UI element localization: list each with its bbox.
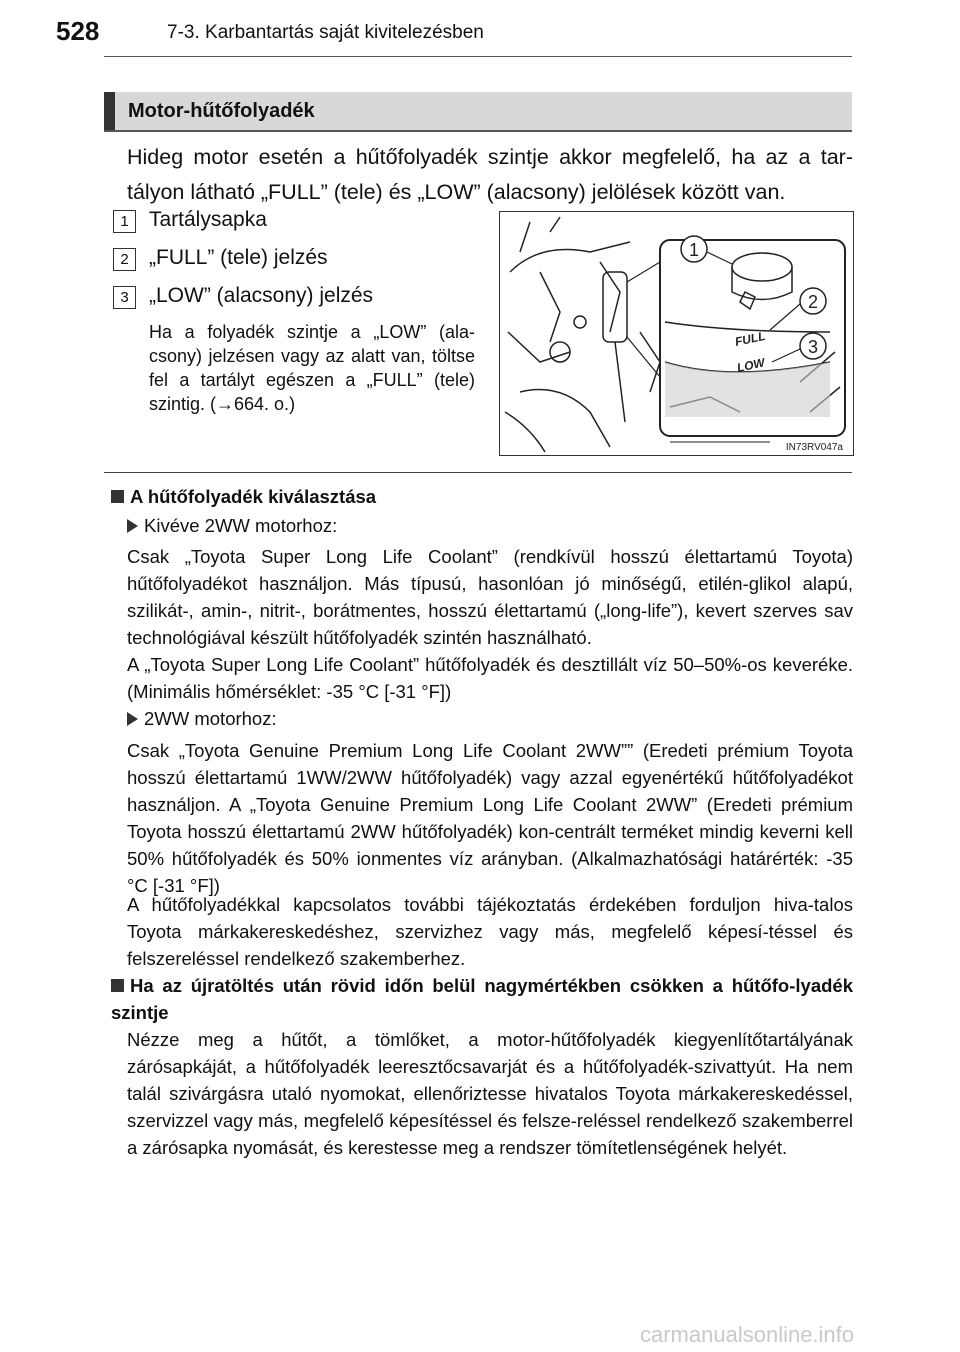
- coolant-paragraph-1: Csak „Toyota Super Long Life Coolant” (rendkívül hosszú élettartamú Toyota) hűtőfolyadékot használjon. Más típusú, hasonlóan jó minőségű, etilén-glikol alapú, szilikát-, amin-, nitrit-, borátmentes, hosszú élettartamú („long-life”), kevert szerves sav technológiával készült hűtőfolyadék szintén használható.: [127, 546, 853, 648]
- figure-code: IN73RV047a: [785, 442, 843, 453]
- watermark: carmanualsonline.info: [640, 1322, 855, 1347]
- section-title: Motor-hűtőfolyadék: [128, 100, 315, 122]
- note-paragraph: Ha a folyadék szintje a „LOW” (ala-csony) jelzésen vagy az alatt van, töltse fel a tartályt egészen a „FULL” (tele) szintig. (→664. o.): [149, 322, 475, 414]
- triangle-bullet-icon: [127, 712, 138, 726]
- sub-heading-2ww: [127, 705, 277, 732]
- low-mark-label: LOW: [735, 355, 767, 375]
- sub-heading-text: Kivéve 2WW motorhoz:: [144, 515, 338, 536]
- level-drop-paragraph: Nézze meg a hűtőt, a tömlőket, a motor-hűtőfolyadék kiegyenlítőtartályának zárósapkáját, a hűtőfolyadék leeresztőcsavarját és a hűtőfolyadék-szivattyút. Ha nem talál szivárgásra utaló nyomokat, ellenőriztesse hivatalos Toyota márkakereskedéssel, szervizzel vagy más, megfelelő képesítéssel és felsze-reléssel rendelkező szakemberrel a zárósapka nyomását, és kerestesse meg a rendszer tömítetlenségének helyét.: [127, 1029, 853, 1158]
- heading-text: A hűtőfolyadék kiválasztása: [130, 486, 377, 507]
- full-mark-label: FULL: [733, 328, 767, 349]
- level-drop-heading: [111, 972, 853, 1026]
- item-label-low-mark: „LOW” (alacsony) jelzés: [149, 284, 374, 307]
- page-number: 528: [56, 16, 100, 46]
- heading-square-icon: [111, 979, 124, 992]
- callout-number: 3: [807, 337, 819, 357]
- section-divider: [104, 472, 852, 473]
- chapter-title: 7-3. Karbantartás saját kivitelezésben: [167, 22, 484, 43]
- item-number-box: 1: [113, 210, 136, 233]
- callout-number: 1: [688, 240, 700, 260]
- coolant-reservoir-figure: [499, 211, 854, 456]
- header-rule: [104, 56, 852, 57]
- item-label-reservoir-cap: Tartálysapka: [149, 208, 267, 231]
- heading-square-icon: [111, 490, 124, 503]
- item-number-box: 3: [113, 286, 136, 309]
- coolant-paragraph-2: A „Toyota Super Long Life Coolant” hűtőfolyadék és desztillált víz 50–50%-os keveréke. (Minimális hőmérséklet: -35 °C [-31 °F]): [127, 654, 853, 702]
- section-accent: [104, 92, 115, 130]
- sub-heading-except-2ww: [127, 512, 337, 539]
- coolant-paragraph-4: A hűtőfolyadékkal kapcsolatos további tájékoztatás érdekében forduljon hiva-talos Toyota márkakereskedéshez, szervizhez vagy más, megfelelő képesí-téssel és felszereléssel rendelkező szakemberhez.: [127, 894, 853, 969]
- callout-number: 2: [807, 292, 819, 312]
- section-title-bar: [104, 92, 852, 132]
- coolant-paragraph-3: Csak „Toyota Genuine Premium Long Life Coolant 2WW”” (Eredeti prémium Toyota hosszú élettartamú 1WW/2WW hűtőfolyadék) vagy azzal egyenértékű hűtőfolyadékot használjon. A „Toyota Genuine Premium Long Life Coolant 2WW” (Eredeti prémium Toyota hosszú élettartamú 2WW hűtőfolyadék) kon-centrált terméket mindig keverni kell 50% hűtőfolyadék és 50% ionmentes víz arányban. (Alkalmazhatósági határérték: -35 °C [-31 °F]): [127, 740, 853, 896]
- heading-text: Ha az újratöltés után rövid időn belül nagymértékben csökken a hűtőfo-lyadék szintje: [111, 975, 853, 1023]
- intro-paragraph: Hideg motor esetén a hűtőfolyadék szintje akkor megfelelő, ha az a tar-tályon látható „FULL” (tele) és „LOW” (alacsony) jelölések között van.: [127, 145, 853, 204]
- item-number-box: 2: [113, 248, 136, 271]
- triangle-bullet-icon: [127, 519, 138, 533]
- engine-bay-illustration: [500, 212, 853, 455]
- sub-heading-text: 2WW motorhoz:: [144, 708, 277, 729]
- item-label-full-mark: „FULL” (tele) jelzés: [149, 246, 328, 269]
- coolant-selection-heading: [111, 483, 853, 510]
